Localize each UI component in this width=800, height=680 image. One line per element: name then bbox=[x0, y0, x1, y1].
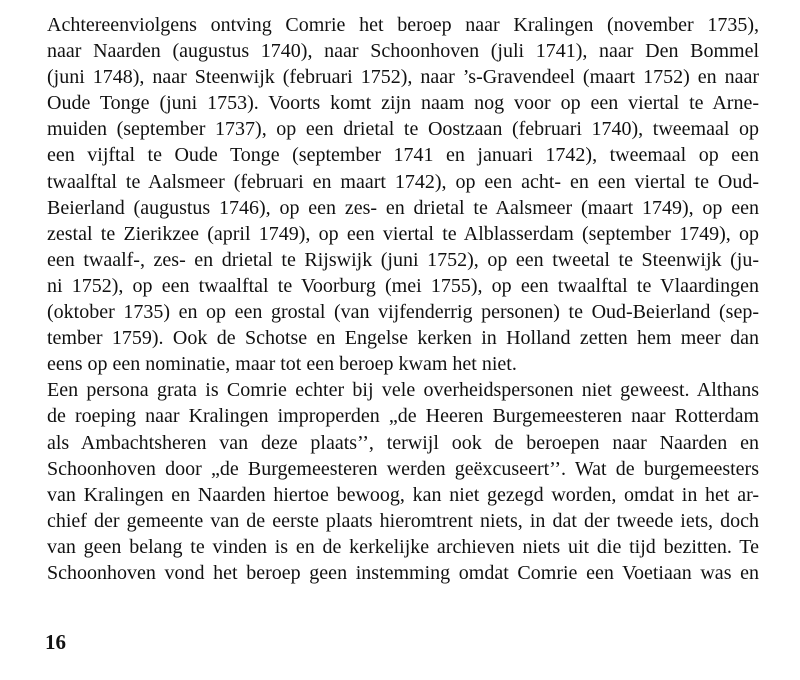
text-line: een twaalf-, zes- en drietal te Rijswijk (juni 1752), op een tweetal te Steenwijk (ju- bbox=[47, 248, 759, 271]
text-line: van geen belang te vinden is en de kerkelijke archieven niets uit die tijd bezitten. Te bbox=[47, 535, 759, 558]
text-line: Oude Tonge (juni 1753). Voorts komt zijn naam nog voor op een viertal te Arne- bbox=[47, 92, 759, 115]
text-line: tember 1759). Ook de Schotse en Engelse kerken in Holland zetten hem meer dan bbox=[47, 327, 759, 350]
page-number: 16 bbox=[45, 630, 66, 654]
text-line: Schoonhoven vond het beroep geen instemming omdat Comrie een Voetiaan was en bbox=[47, 561, 759, 584]
text-line: (juni 1748), naar Steenwijk (februari 1752), naar ’s-Gravendeel (maart 1752) en naar bbox=[47, 66, 759, 89]
text-line: twaalftal te Aalsmeer (februari en maart 1742), op een acht- en een viertal te Oud- bbox=[47, 170, 759, 193]
text-line: Achtereenviolgens ontving Comrie het beroep naar Kralingen (november 1735), bbox=[47, 14, 759, 36]
text-line: als Ambachtsheren van deze plaats’’, terwijl ook de beroepen naar Naarden en bbox=[47, 431, 759, 454]
text-line: Een persona grata is Comrie echter bij vele overheidspersonen niet geweest. Althans bbox=[47, 379, 759, 402]
text-line: ni 1752), op een twaalftal te Voorburg (mei 1755), op een twaalftal te Vlaardingen bbox=[47, 274, 759, 297]
text-line: de roeping naar Kralingen improperden „de Heeren Burgemeesteren naar Rotterdam bbox=[47, 405, 759, 428]
text-line: van Kralingen en Naarden hiertoe bewoog, kan niet gezegd worden, omdat in het ar- bbox=[47, 483, 759, 506]
text-line: een vijftal te Oude Tonge (september 1741 en januari 1742), tweemaal op een bbox=[47, 144, 759, 167]
text-line: naar Naarden (augustus 1740), naar Schoonhoven (juli 1741), naar Den Bommel bbox=[47, 40, 759, 63]
text-line: chief der gemeente van de eerste plaats hieromtrent niets, in dat der tweede iets, doch bbox=[47, 509, 759, 532]
text-line: Beierland (augustus 1746), op een zes- en drietal te Aalsmeer (maart 1749), op een bbox=[47, 196, 759, 219]
text-line: zestal te Zierikzee (april 1749), op een viertal te Alblasserdam (september 1749), op bbox=[47, 222, 759, 245]
text-line: (oktober 1735) en op een grostal (van vijfenderrig personen) te Oud-Beierland (sep- bbox=[47, 301, 759, 324]
text-line: Schoonhoven door „de Burgemeesteren werden geëxcuseert’’. Wat de burgemeesters bbox=[47, 457, 759, 480]
text-line: muiden (september 1737), op een drietal te Oostzaan (februari 1740), tweemaal op bbox=[47, 118, 759, 141]
text-line: eens op een nominatie, maar tot een beroep kwam het niet. bbox=[47, 353, 517, 376]
body-text bbox=[47, 12, 759, 586]
